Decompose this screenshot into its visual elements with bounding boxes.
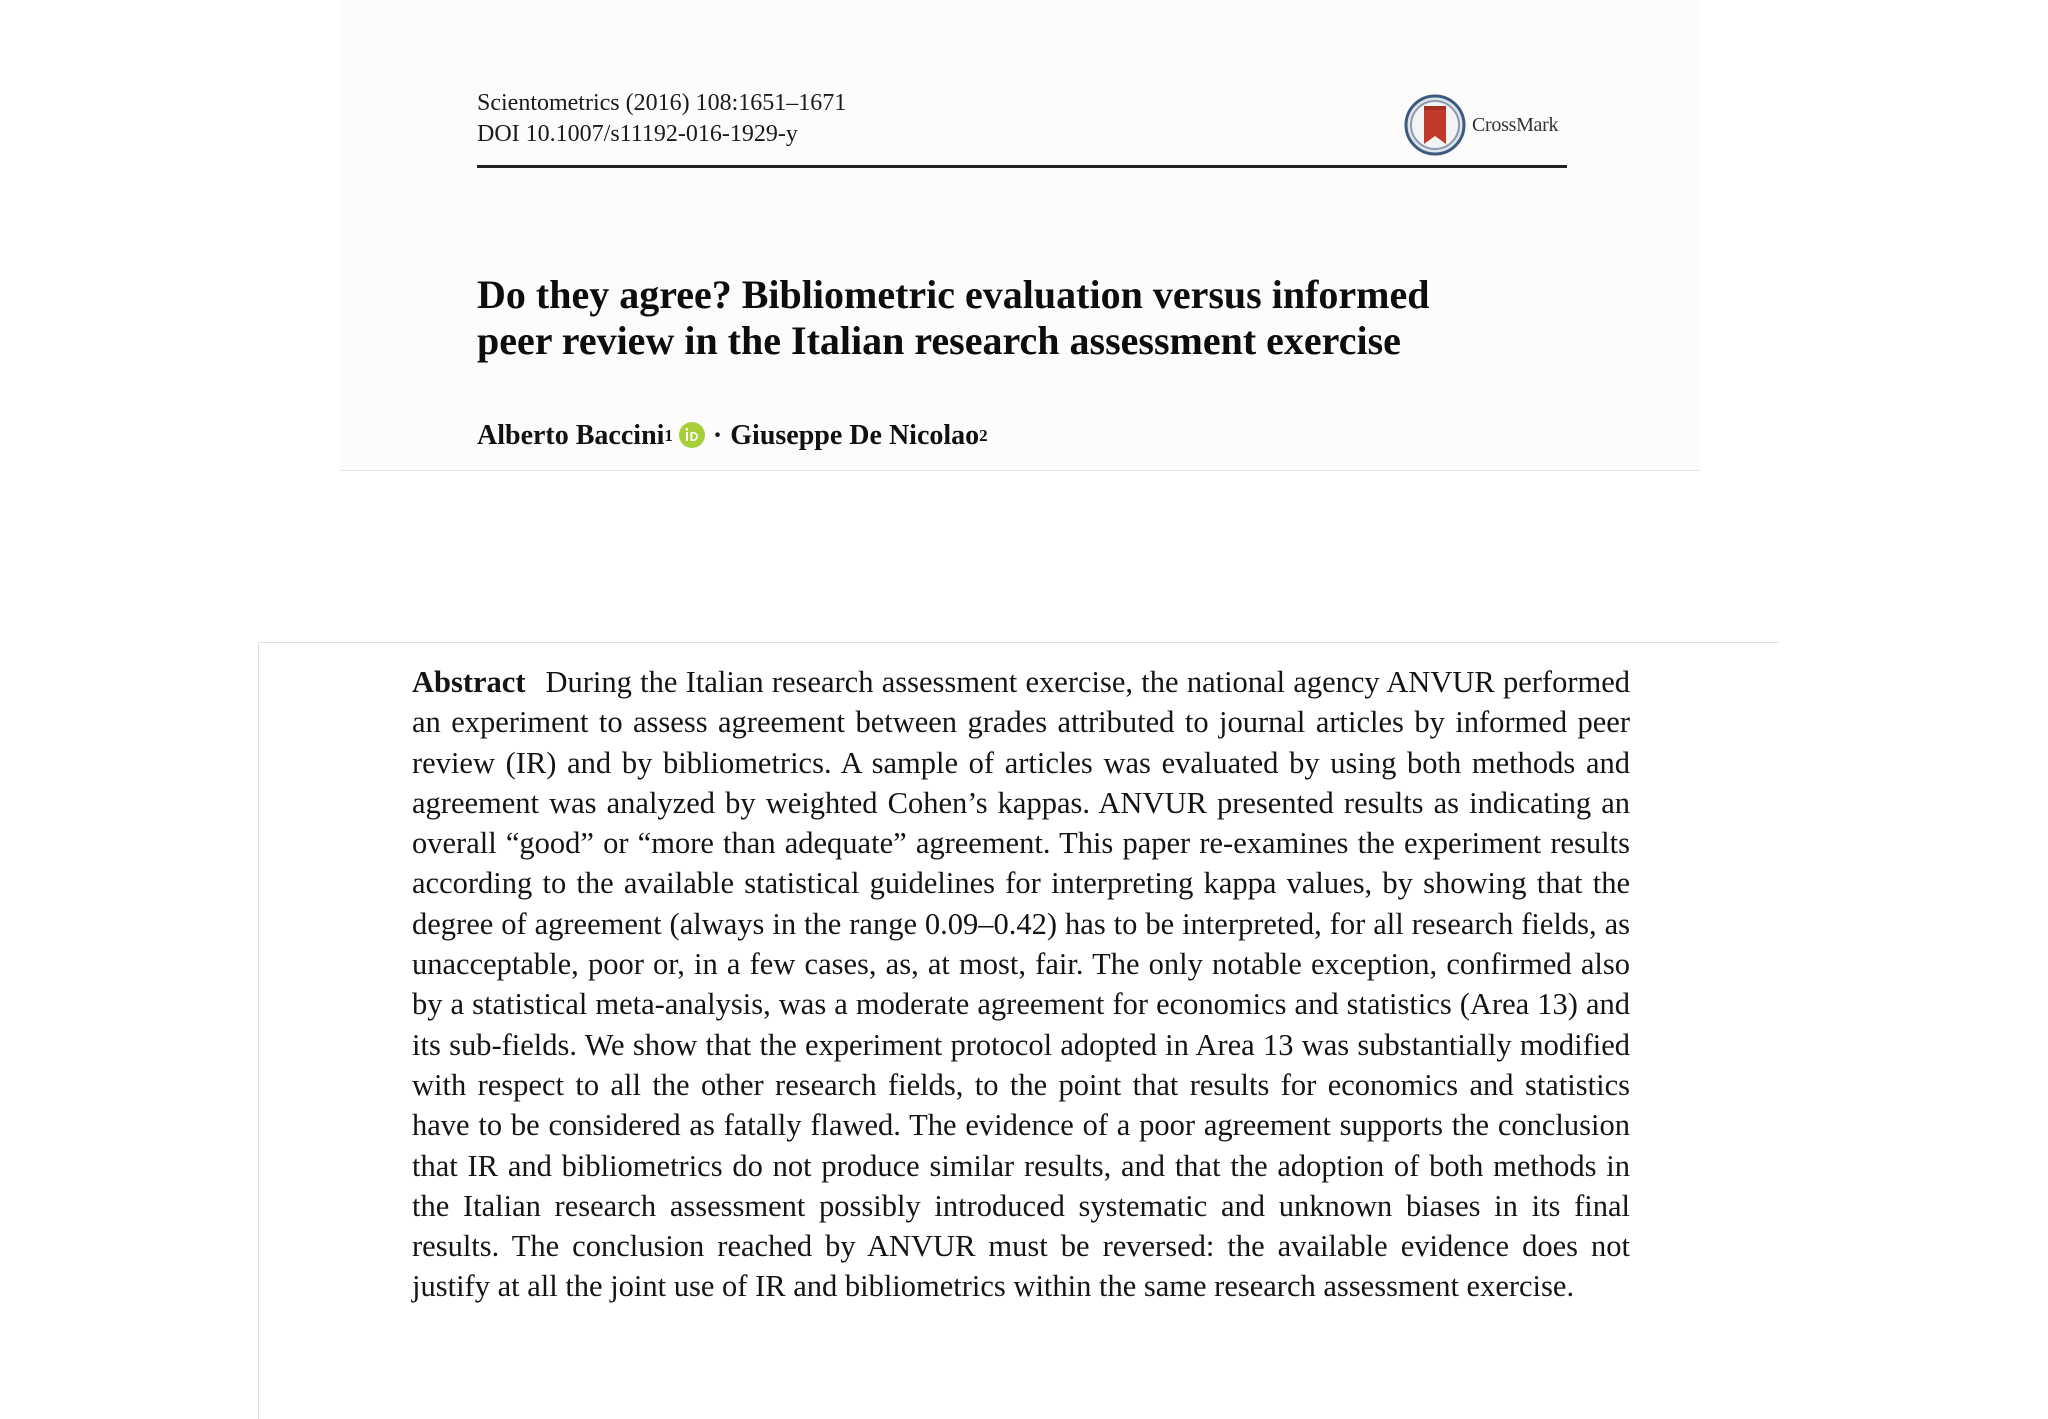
author-name[interactable]: Alberto Baccini bbox=[477, 420, 665, 451]
doi[interactable]: DOI 10.1007/s11192-016-1929-y bbox=[477, 121, 798, 147]
header-divider bbox=[477, 165, 1567, 168]
header-card bbox=[340, 0, 1700, 471]
author-name[interactable]: Giuseppe De Nicolao bbox=[730, 420, 980, 451]
author-separator: · bbox=[712, 420, 723, 451]
author-affiliation: 1 bbox=[664, 426, 673, 445]
journal-info bbox=[477, 88, 846, 150]
paper-title bbox=[477, 272, 1577, 364]
title-line-2: peer review in the Italian research assessment exercise bbox=[477, 318, 1401, 363]
author-affiliation: 2 bbox=[979, 426, 988, 445]
orcid-icon[interactable] bbox=[679, 422, 705, 448]
crossmark-icon bbox=[1404, 94, 1466, 156]
journal-citation: Scientometrics (2016) 108:1651–1671 bbox=[477, 90, 847, 116]
abstract-body: During the Italian research assessment exercise, the national agency ANVUR performed an experiment to assess agreement between grades attributed to journal articles by informed peer review (IR) and by bibliometrics. A sample of articles was evaluated by using both methods and agreement was analyzed by weighted Cohen’s kappas. ANVUR presented results as indicating an overall “good” or “more than adequate” agreement. This paper re-examines the experiment results according to the available statistical guidelines for interpreting kappa values, by showing that the degree of agreement (always in the range 0.09–0.42) has to be interpreted, for all research fields, as unacceptable, poor or, in a few cases, as, at most, fair. The only notable exception, confirmed also by a statistical meta-analysis, was a moderate agreement for economics and statistics (Area 13) and its sub-fields. We show that the experiment protocol adopted in Area 13 was substantially modified with respect to all the other research fields, to the point that results for economics and statistics have to be considered as fatally flawed. The evidence of a poor agreement supports the conclusion that IR and bibliometrics do not produce similar results, and that the adoption of both methods in the Italian research assessment possibly introduced systematic and unknown biases in its final results. The conclusion reached by ANVUR must be reversed: the available evidence does not justify at all the joint use of IR and bibliometrics within the same research assessment exercise. bbox=[412, 665, 1630, 1304]
crossmark-label: CrossMark bbox=[1472, 113, 1559, 136]
author-list bbox=[477, 418, 988, 452]
abstract bbox=[412, 662, 1630, 1307]
title-line-1: Do they agree? Bibliometric evaluation versus informed bbox=[477, 272, 1430, 317]
crossmark-badge[interactable] bbox=[1404, 94, 1558, 156]
abstract-label: Abstract bbox=[412, 665, 526, 699]
